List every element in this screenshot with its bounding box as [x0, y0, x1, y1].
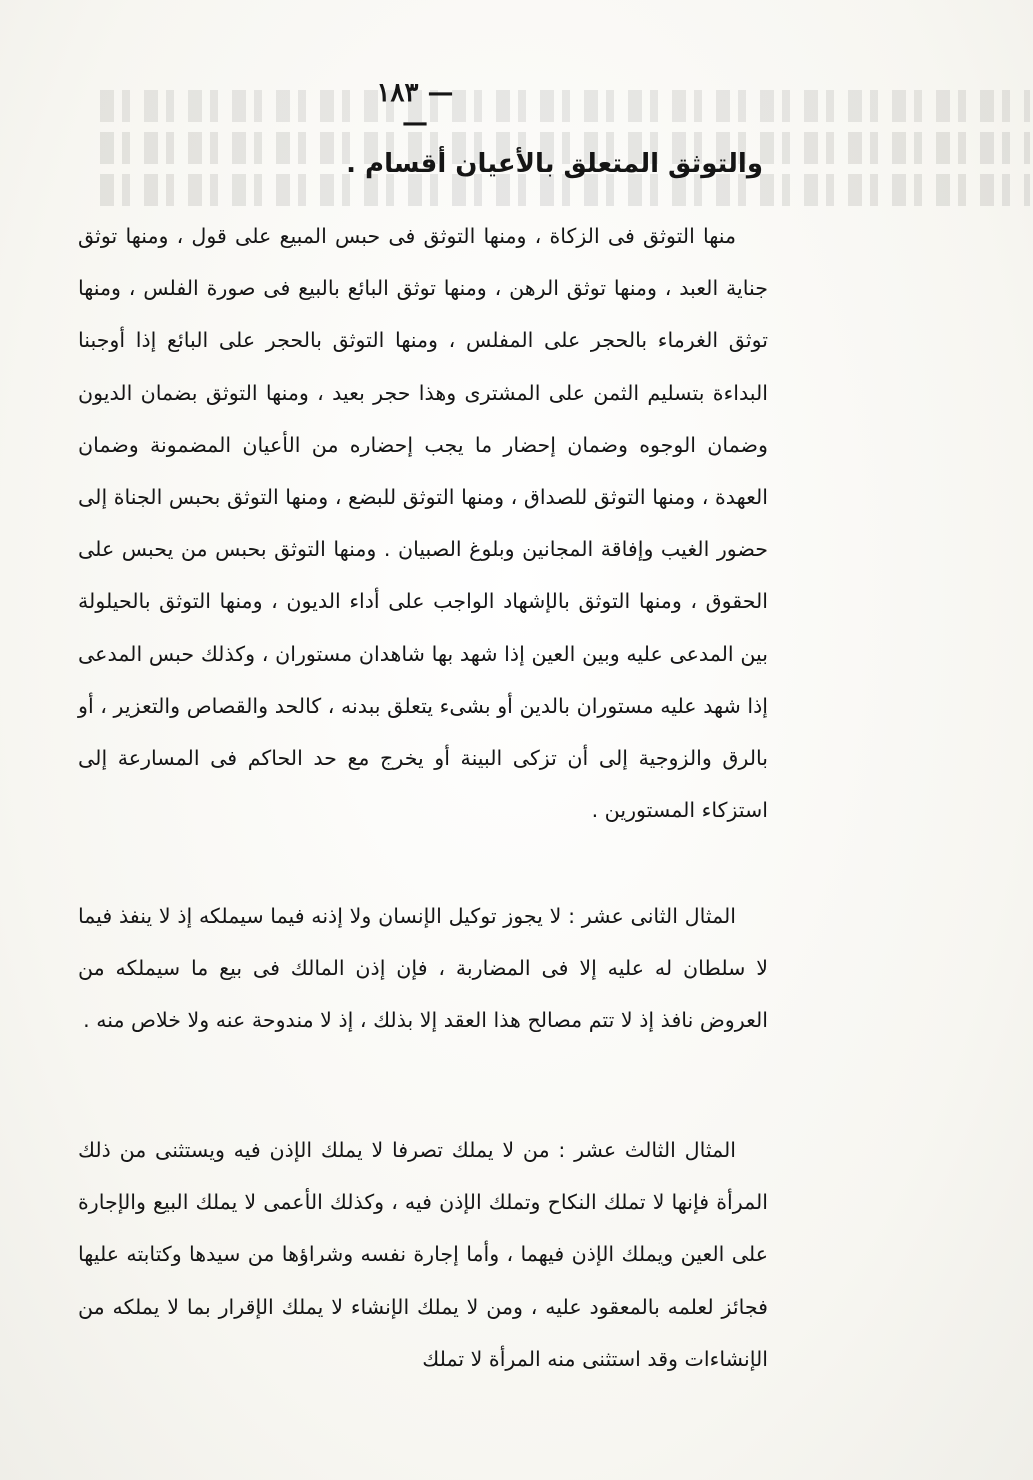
paragraph-1-text: منها التوثق فى الزكاة ، ومنها التوثق فى حبس المبيع على قول ، ومنها توثق جناية العبد ، ومنها توثق الرهن ، ومنها توثق البائع بالبيع فى صورة الفلس ، ومنها توثق الغرماء بالحجر على المفلس ، ومنها التوثق بالحجر على البائع إذا أوجبنا البداءة بتسليم الثمن على المشترى وهذا حجر بعيد ، ومنها التوثق بضمان الديون وضمان الوجوه وضمان إحضار ما يجب إحضاره من الأعيان المضمونة وضمان العهدة ، ومنها التوثق للصداق ، ومنها التوثق للبضع ، ومنها التوثق بحبس الجناة إلى حضور الغيب وإفاقة المجانين وبلوغ الصبيان . ومنها التوثق بحبس من يحبس على الحقوق ، ومنها التوثق بالإشهاد الواجب على أداء الديون ، ومنها التوثق بالحيلولة بين المدعى عليه وبين العين إذا شهد بها شاهدان مستوران ، وكذلك حبس المدعى إذا شهد عليه مستوران بالدين أو بشىء يتعلق ببدنه ، كالحد والقصاص والتعزير ، أو بالرق والزوجية إلى أن تزكى البينة أو يخرج مع حد الحاكم فى المسارعة إلى استزكاء المستورين . — [78, 224, 768, 823]
paragraph-3-text: المثال الثالث عشر : من لا يملك تصرفا لا يملك الإذن فيه ويستثنى من ذلك المرأة فإنها لا تملك النكاح وتملك الإذن فيه ، وكذلك الأعمى لا يملك البيع والإجارة على العين ويملك الإذن فيهما ، وأما إجارة نفسه وشراؤها من سيدها وكتابته عليها فجائز لعلمه بالمعقود عليه ، ومن لا يملك الإنشاء لا يملك الإقرار بما لا يملكه من الإنشاءات وقد استثنى منه المرأة لا تملك — [78, 1138, 768, 1371]
paragraph-1 — [78, 210, 768, 836]
paragraph-2 — [78, 890, 768, 1047]
intro-line: والتوثق المتعلق بالأعيان أقسام . — [346, 149, 763, 179]
paragraph-3 — [78, 1124, 768, 1385]
paragraph-2-text: المثال الثانى عشر : لا يجوز توكيل الإنسان ولا إذنه فيما سيملكه إذ لا ينفذ فيما لا سلطان له عليه إلا فى المضاربة ، فإن إذن المالك فى بيع ما سيملكه من العروض نافذ إذ لا تتم مصالح هذا العقد إلا بذلك ، إذ لا مندوحة عنه ولا خلاص منه . — [78, 904, 768, 1033]
bleed-line — [100, 90, 1030, 122]
page-number: — ١٨٣ — — [376, 78, 454, 138]
